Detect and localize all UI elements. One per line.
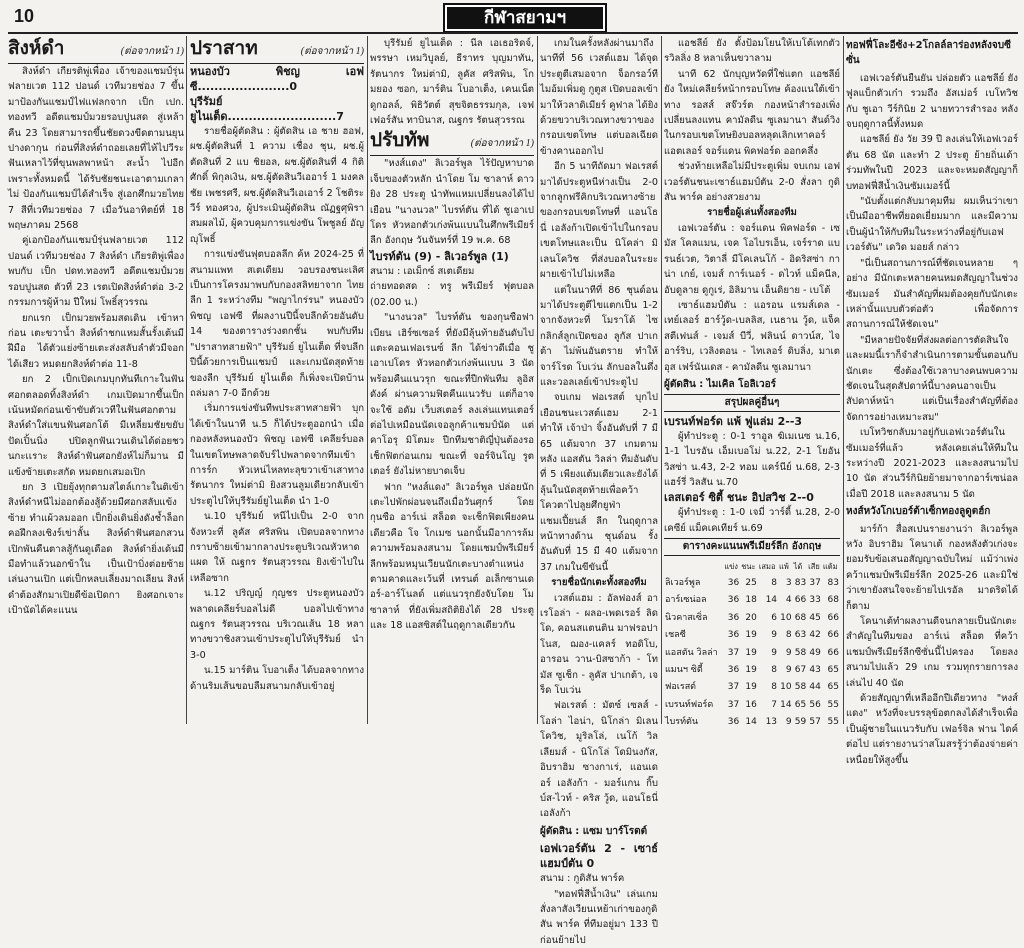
- table-cell: 37: [727, 699, 740, 710]
- match-heading: เอฟเวอร์ตัน 2 - เซาธ์แฮมป์ตัน 0: [540, 842, 658, 871]
- table-cell: 9: [771, 647, 778, 658]
- column-divider: [367, 36, 368, 724]
- table-row: [664, 592, 840, 609]
- lineup-paragraph: เซาธ์แฮมป์ตัน : แอรอน แรมส์เดล - เทย์เลอร์ ฮาร์วู้ด-เบลลิส, เนธาน วู้ด, แจ็ค สตีเฟนส์ - เจมส์ บีวี่, ฟลินน์ ดาวน์ส, ไจ อาร์ริบ, เวลิงตอน - ไทเลอร์ ดิบลิ่ง, มาเตอุส เฟร์นันเดส - คามัลดีน ซูเลมานา: [664, 299, 840, 373]
- lineup-paragraph: เวสต์แฮม : อัลฟองส์ อาเรโอล่า - ผลอ-เพดเรอร์ ลิดโด, คอนสแตนติน มาฟรอปาโนส, ฌอง-แคลร์ ทอดิโบ, อารอน วาน-บิสซาก้า - โทมัส ซูเช็ก - ลูคัส ปาเกต้า, เจร็ด โบเว่น: [540, 592, 658, 697]
- paragraph: แต่ในนาทีที่ 86 ชุนด์อน มาได้ประตูตีไขแตกเป็น 1-2 จากจังหวะที่ โมราโด้ ไซกลิกส์ลูกเปิดของ ลูกัส ปาเกต้า ไม่พ้นอันตราย ทำให้ จาร์โรด โบเว่น ลักบอลในดึ่งและวอลเลย์เข้าประตูไป: [540, 284, 658, 388]
- headline-text: ปราสาท: [190, 38, 258, 59]
- paragraph: น.10 บุรีรัมย์ หนีไปเป็น 2-0 จากจังหวะที่ ลูคัส ศริสพิน เปิดบอลจากทางกราบซ้ายเข้ามากลางประตูบริเวณหัวหาดแผด ให้ ณฐกร รัตนสุวรรณ ยิงเข้าไปในเหลือซาก: [190, 511, 364, 584]
- paragraph: การแข่งขันฟุตบอลลีก ค้ห 2024-25 ที่สนามแพท สเตเดียม วอบรองชนะเลิศ เป็นการโครงมาพบกับกองสลิทยาจาก ไทยลีก 1 ระหว่างทีม "พญาไกร่รน" หนองบัว พิชญ เอฟซี ที่ผลงานปีนี้จบลีกด้วยอันดับ 14 ของตารางร่วงตกชั้น พบกับทีม "ปราสาทสายฟ้า" บุรีรัมย์ ยูไนเต็ด ที่จบลีกปีนี้ด้วยการเป็นแชมป์ และเกมนัดสุดท้ายของลีก บุรีรัมย์ ยูไนเต็ด ก็เพิ่งจะเปิดบ้านถล่มลา 7-0 อีกด้วย: [190, 249, 364, 399]
- paragraph: "หงส์แดง" ลิเวอร์พูล ไร้ปัญหาบาดเจ็บของตัวหลัก นำโดย โม ซาลาห์ ดาวยิง 28 ประตู นำทัพแหมเปลี่ยนลงได้ไปเยือน "นางนวล" ไบรท์ตัน ที่ได้ ชูเอาเปโดร หัวหอกตัวเก่งพ้นแบนในศึกพรีเมียร์ลีก อังกฤษ วันจันทร์ที่ 19 พ.ค. 68: [370, 158, 534, 247]
- team-name: เชลซี: [665, 630, 686, 641]
- scorers-note: ผู้ทำประตู : 0-1 ราอูล ฆิเมเนซ น.16, 1-1 ไบรอัน เอ็มเบอโม่ น.22, 2-1 โยอัน วิสซ่า น.43, 2-2 ทอม แคร์นีย์ น.68, 2-3 แฮร์รี่ วิลสัน น.70: [664, 430, 840, 488]
- table-cell: 83: [794, 578, 807, 588]
- team-name: แมนฯ ซิตี้: [665, 665, 703, 676]
- table-cell: 6: [771, 612, 778, 623]
- lineup-paragraph: เอฟเวอร์ตัน : จอร์แดน พิคฟอร์ด - เซมัส โคลแมน, เจค โอไบรเอ็น, เจร์ราด แบรนธ์เวต, วิตาลี่ มีโคเลนโก้ - อิดริสซ่า กาน่า เกย์, เจมส์ การ์เนอร์ - ดไวท์ แม็คนีล, อับดูลาย ดูกูเร่, อิลิมาน เอ็นดิยาย - เบโต้: [664, 222, 840, 296]
- team-name: แอสตัน วิลล่า: [665, 647, 718, 658]
- paragraph: แอชลีย์ ยัง วัย 39 ปี ลงเล่นให้เอฟเวอร์ตัน 68 นัด และทำ 2 ประตู ย้ายถิ่นเด้าร่วมทัพในปี 2023 และจะหมดสัญญาก็บทอฟฟี่สีน้ำเงินซัมเมอร์นี้: [846, 134, 1018, 192]
- result-line: [664, 414, 840, 429]
- table-cell: 33: [809, 595, 821, 606]
- table-cell: 8: [771, 578, 778, 588]
- paragraph: จบเกม ฟอเรสต์ บุกไปเยือนชนะเวสต์แฮม 2-1 ทำให้ เจ้าป่า จิ้งอันดับที่ 7 มี 65 แต้มจาก 37 เกมตามหลัง แอสตัน วิลล่า ทีมอันดับที่ 5 เพียงแต้มเดียวและยังได้ลุ้นในนัดสุดท้ายเพื่อคว้าโควตาไปลูยศึกยูฟ่า แชมเปี้ยนส์ ลีก ในฤดูกาลหน้าทางด้าน ชุนด์อน รั้งอันดับที่ 15 มี 40 แต้มจาก 37 เกมในขีขันนี้: [540, 392, 658, 573]
- results-heading: สรุปผลคู่อื่นๆ: [664, 394, 840, 411]
- venue-line: สนาม : เอเม็กซ์ สเตเดียม: [370, 265, 475, 277]
- paragraph: เกมในครั้งหลังผ่านมาถึงนาทีที่ 56 เวสต์แฮม ได้จุดประตูตีเสมอจาก จ็อกรอว์ที ไมอ้มเพิ่มดู กูตูส เปิดบอลเข้ามาให้วลาดิเมียร์ คูฟาล ได้ยิงด้วยขวาบริเวณทางขวาของกรอบเขตโทษ แต่บอลเฉียดข้างคานออกไป: [540, 38, 658, 157]
- table-cell: 65: [827, 682, 839, 693]
- paragraph: ด้วยสัญญาที่เหลืออีกปีเดียวทาง "หงส์แดง" หวังที่จะบรรลุข้อตกลงได้สำเร็จเพื่อเป็นผู้ชายในแนวรับกับ เฟอร์จิล ฟาน ไดค์ ต่อไป แต่รายงานว่าสโมสรรู้ว่าต้องจ่ายค่าเหนื่อยให้สูงขึ้น: [846, 693, 1018, 766]
- result-match: เบรนท์ฟอร์ด แพ้ ฟูแล่ม: [664, 414, 774, 428]
- team-name: อาร์เซน่อล: [665, 595, 707, 606]
- lineup-heading: รายชื่อผู้เล่นทั้งสองทีม: [707, 207, 797, 219]
- table-cell: 9: [785, 665, 792, 676]
- table-cell: 36: [727, 665, 740, 676]
- result-score: 2--0: [789, 491, 814, 505]
- table-title: ตารางคะแนนพรีเมียร์ลีก อังกฤษ: [664, 538, 840, 555]
- table-cell: 9: [771, 630, 778, 641]
- article-prabtap: [370, 36, 534, 724]
- headline-text: สิงห์ดำ: [8, 38, 65, 59]
- page-number: 10: [14, 6, 35, 26]
- table-cell: 13: [765, 717, 778, 728]
- table-cell: 44: [809, 682, 821, 693]
- table-cell: 37: [727, 647, 740, 658]
- paragraph: อีก 5 นาทีถัดมา ฟอเรสต์ มาได้ประตูหนีห่างเป็น 2-0 จากลูกฟรีคิกบริเวณทางซ้ายของกรอบเขตโทษที่ แอนโธนี่ เอลังก้าเปิดเข้าไปในกรอบเขตโทษและเป็น นิโคล่า มิเลนโควิช ที่ส่งบอลในระยะผายเข้าไปไม่เหลือ: [540, 161, 658, 281]
- paragraph: ยกแรก เป็กมวยพร้อมสดเดิน เข้าหาก่อน เตะขวาน้ำ สิงห์ดำชกแหมสั้นรั้งเต้นมีฝีมือ ได้ตัวแย่งซ้ายเตะส่งสลับลำตัวมีจอกได้เสียว หมดยกสิงห์ดำต่อ 11-8: [8, 312, 184, 370]
- paragraph: สิงห์ดำ เกียรติพู่เพื่อง เจ้าของแชมป์รุ่นฟลายเวต 112 ปอนด์ เวทีมวยช่อง 7 ขึ้นมาป้องกันแชมป์ไฟแฟลกจาก เป็ก เปก. ทองทวี อดีตแชมป์มวยรอบปูนสด สู่เหล้าคืน 23 โดยสามารถขึ้นชัยดวงขีดตามนยุน ปางดากุน ก่อนที่สิงห์ดำถอยเลยที่ไห้ไปวีระ ฟันเหลาไว้ที่ขุนพลพาหน้า สะน้ำ ไปอีกเพราะทั้งหมดนี้ ได้รับชัยชนะเอาตามเกลาไม่ ป้องกันแชมป์ได้สำเร็จ สู่เอกศึกมวยไทย 7 สีที่เวทีมวยช่อง 7 เมื่อวันอาทิตย์ที่ 18 พฤษภาคม 2568: [8, 66, 184, 232]
- team-name: ไบรท์ตัน: [665, 717, 699, 728]
- lineup-paragraph: บุรีรัมย์ ยูไนเต็ด : นีล เอเธอริดจ์, พรรษา เหมวิบูลย์, ธีราทร บุญมาทัน, รัตนากร ใหม่ต่ามิ, ลูคัส ศริสพิน, โก มยอง ซอก, มาร์ติน โบอาเต็ง, เคนเน็ต ดูกอลล์, พิธิวัตต์ สุขจิตธรรมกุล, เจฟเฟอร์สัน ทาบินาส, ณฐกร รัตนสุวรรณ: [370, 38, 534, 127]
- table-cell: 66: [827, 612, 839, 623]
- table-cell: 66: [827, 630, 839, 641]
- table-header: ได้: [793, 561, 803, 571]
- table-cell: 36: [727, 717, 740, 728]
- table-cell: 36: [727, 630, 740, 641]
- table-cell: 56: [809, 699, 821, 710]
- table-cell: 16: [745, 699, 757, 710]
- table-cell: 19: [745, 630, 757, 641]
- table-cell: 65: [827, 665, 839, 676]
- paragraph: "ทอฟฟี่สีน้ำเงิน" เล่นเกมสั่งลาสังเวียนเหย้าเก่าของกูดิสัน พาร์ค ที่ทีมอยู่มา 133 ปีก่อนย้ายไป: [540, 888, 658, 946]
- table-cell: 14: [765, 595, 778, 606]
- table-cell: 25: [745, 578, 757, 588]
- paragraph: "นางนวล" ไบรท์ตัน ของกุนซือฟาเบียน เฮิร์ซเซอร์ ที่ยังมีลุ้นท้ายอันดับไปแตะคอนเฟอเรนซ์ ลีก ได้ข่าวดีเมื่อ ชูเอาเปโดร หัวหอกตัวเก่งพ้นแบน 3 นัด พร้อมคืนแนวรุก ขณะที่ปีกพันทีม ลูอิส ดังค์ ผ่านความฟิตคืนแนวรับ แต่ก็อาจจะใช้ อดัม เว็บสเตอร์ ลงเล่นแทนเตอร์ต่อไปเหมือนนัดเจอลูกค้าแชมป์นัด แต่ คาโอรุ มิโตมะ ปีกทีมชาติญี่ปุ่นต้องรอเช็กฟิตก่อนเกม ขณะที่ จอร์จินโญ รูตเตอร์ ยังไม่หายบาดเจ็บ: [370, 312, 534, 478]
- table-row: [664, 610, 840, 627]
- table-cell: 20: [745, 612, 757, 623]
- table-cell: 58: [794, 682, 807, 693]
- team-name: ลิเวอร์พูล: [665, 578, 701, 588]
- table-cell: 55: [827, 699, 839, 710]
- table-cell: 42: [809, 630, 821, 641]
- table-header: ชนะ: [741, 561, 756, 571]
- article-results: [664, 36, 840, 728]
- paragraph: มาร์ก้า สื่อสเปนรายงานว่า ลิเวอร์พูลหวัง อิบราฮิม โคนาเต้ กองหลังตัวเก่งจะยอมรับข้อเสนอสัญญาฉบับใหม่ แม้ว่าเพ่งคว้าแชมป์พรีเมียร์ลีก 2025-26 และมิใช่ว่าเขายังสนใจจะย้ายไปเรอัล มาดริดได้ก็ตาม: [846, 523, 1018, 612]
- table-cell: 43: [809, 665, 821, 676]
- table-cell: 10: [780, 612, 792, 623]
- paragraph: ยก 2 เป็กเปิดเกมบุกทันทีเกาะในฟันศอกตลอดทิ้งสิงห์ดำ เกมเปิดมากขึ้นเป็กเน้นหมัดก่อนเข้าขับตัวเวทีในฟันศอกตาม สิงห์ดำใส่แขนฟันศอกโต้ มีเหลี่ยมชัยขยับปัดเปิ้นนิ่ง ปปิดลูกฟันเวนเดินได้ด่อยชวนกะเเราะ สิงห์ดำฟันศอกยังห์ไม่ก็มาน มีแข้งซ้ายเตะสกัด หมดยกเสมอเปิก: [8, 374, 184, 478]
- table-cell: 18: [745, 595, 757, 606]
- table-header: แข่ง: [724, 561, 738, 571]
- table-cell: 19: [745, 665, 757, 676]
- referee-line: ผู้ตัดสิน : แซม บาร์โรตต์: [540, 825, 648, 837]
- table-cell: 10: [780, 682, 792, 693]
- table-cell: 7: [771, 699, 778, 710]
- table-cell: 65: [794, 699, 807, 710]
- team-name: นิวคาสเซิ่ล: [665, 612, 708, 623]
- broadcast-line: ถ่ายทอดสด : ทรู พรีเมียร์ ฟุตบอล (02.00 น.): [370, 281, 534, 308]
- table-cell: 68: [827, 595, 839, 606]
- table-row: [664, 627, 840, 644]
- paragraph: เอฟเวอร์ตันยืนยัน ปล่อยตัว แอชลีย์ ยัง ฟูลแบ็กตัวเก๋า รวมถึง อัสเม่อร์ เบโทวิช กับ ชูเอา วีร์กินิย 2 นายทวารสำรอง หลังจบฤดูกาลนี้ทั้งหมด: [846, 72, 1018, 131]
- paragraph: ช่วงท้ายเหลือไม่มีประตูเพิ่ม จบเกม เอฟเวอร์ตันชนะเซาธ์แฮมป์ตัน 2-0 สั่งลา กูดิสัน พาร์ค อย่างสวยงาม: [664, 161, 840, 204]
- table-cell: 14: [780, 699, 792, 710]
- article-headline: [8, 38, 184, 64]
- table-cell: 8: [771, 665, 778, 676]
- table-cell: 58: [794, 647, 807, 658]
- result-score: 2--3: [777, 414, 803, 428]
- continued-note: (ต่อจากหน้า 1): [120, 46, 184, 57]
- paragraph: โคนาเต้ทำผลงานดีจนกลายเป็นนักเตะสำคัญในทีมของ อาร์เน่ สล็อต ที่คว้าแชมป์พรีเมียร์ลีกซีซั่นนี้ไปครอง โดยลงสนามไปแล้ว 29 เกม รวมทุกรายการลงเล่นไป 40 นัด: [846, 616, 1018, 689]
- paragraph: คู่เอกป้องกันแชมป์รุ่นฟลายเวต 112 ปอนด์ เวทีมวยช่อง 7 สิงห์ดำ เกียรติพู่เพื่อง พบกับ เป็ก ปดท.ทองทวี อดีตแชมป์มวยรอบปูนสด ตัวที่ 23 เรตเปิดสิงห์ดำต่อ 3-2 กรรมการผู้ห้าม ปีใหม่ โพธิ์สุวรรณ: [8, 235, 184, 309]
- table-cell: 49: [809, 647, 821, 658]
- table-cell: 68: [794, 612, 807, 623]
- column-divider: [186, 36, 187, 724]
- referee-line: ผู้ตัดสิน : ไมเคิล โอลิเวอร์: [664, 378, 777, 390]
- table-header-row: [664, 558, 840, 575]
- paragraph: ยก 3 เปิยยุ้งทุกตามสไตล์เกาะในติเข้า สิงห์ดำหนีไม่ออกต้องสู้ด้วยมีศอกสลับแข้งซ้าย ทำแผ้วลมออก เป็กยิ่งเดินยิ่งดังช้ำล็อกคอฝึกลงเชิงร์เข่าลั้น สิงห์ดำฟันศอกสวนเปิกพันคืนตาลสู้กันดูเดือด สิงห์ดำยิ่งเด้นมีมือทำแล้วนอกข้าใน เป็นเป้าบิ่งต่อยซ้ายเล่นงานเปิก แต่เป็กหลบเลี่ยงมาถเลียน สิงห์ดำต้องสักมาเปิยดีข้อเปิดกา ยิงศอกเจาะเป้านัดได้คะแนน: [8, 481, 184, 617]
- team-name: เบรนท์ฟอร์ด: [665, 699, 714, 710]
- paragraph: นาที 62 นักบุญหวัดที่ใช่แตก แอชลีย์ ยัง ใหม่เคลียร์หน้ากรอบโทษ ค้องแนใต้เข้าทาง รอสส์ สจ๊วร์ต กองหน้าสำรองเพิ่งเปลี่ยนลงแทน คามัลดีน ซูเลมานา สันด์วิงในกรอบเขตโทษยิงบอลหลุดเลิกเทาคอร์ แอตเลอร์ จอร์แดน พิคฟอร์ด ออกคลึ่ง: [664, 68, 840, 157]
- table-row: [664, 575, 840, 592]
- table-header: เสีย: [808, 561, 820, 571]
- table-header: แพ้: [779, 561, 789, 571]
- table-row: [664, 714, 840, 731]
- table-header: เสมอ: [758, 561, 776, 571]
- result-match: เลสเตอร์ ซิตี้ ชนะ อิปสวิช: [664, 491, 786, 505]
- header-rule: [8, 32, 1018, 34]
- continued-note: (ต่อจากหน้า 1): [470, 138, 534, 150]
- league-table: [664, 558, 840, 732]
- table-cell: 37: [727, 682, 740, 693]
- table-row: [664, 645, 840, 662]
- table-cell: 9: [785, 717, 792, 728]
- table-row: [664, 679, 840, 696]
- table-cell: 59: [794, 717, 807, 728]
- table-cell: 66: [827, 647, 839, 658]
- score-line: บุรีรัมย์ ยูไนเต็ด..........................7: [190, 95, 344, 123]
- table-cell: 57: [809, 717, 821, 728]
- column-divider: [843, 36, 844, 724]
- news-headline: หงส์หวังโกเบอร์ต้าเซ็กทองลูดูตฮ์ก: [846, 506, 991, 518]
- paragraph: น.12 ปริญญ์ กุญชร ประตูหนองบัว พลาดเคลียร์บอลไม่ดี บอลไปเข้าทาง ณฐกร รัตนสุวรรณ บริเวณเส้น 18 หลาทางขวาชิงสวนเข้าประตูไปให้บุรีรัมย์ นำ 3-0: [190, 588, 364, 661]
- table-row: [664, 662, 840, 679]
- table-cell: 9: [785, 647, 792, 658]
- match-heading: ไบรท์ตัน (9) - ลิเวอร์พูล (1): [370, 249, 509, 263]
- headline-text: ปรับทัพ: [370, 130, 430, 152]
- table-cell: 63: [794, 630, 807, 641]
- article-prasat: [190, 36, 364, 724]
- paragraph: "มีหลายปัจจัยที่ส่งผลต่อการตัดสินใจ และผมนี้เราก็จำสำเนินการตามขั้นตอนกับนักเตะ ซึ่งต้องใช้เวลาบางคนพบความชัดเจนในสุดสัปดาห์นี้บางคนอาจเป็นสัปดาห์หน้า แต่เป็นเรื่องสำคัญที่ต้องจัดการอย่างเหมาะสม": [846, 334, 1018, 423]
- article-headline: [370, 130, 534, 156]
- table-cell: 36: [727, 612, 740, 623]
- table-cell: 8: [771, 682, 778, 693]
- lineup-heading: รายชื่อนักเตะทั้งสองทีม: [551, 577, 647, 589]
- paragraph: เบโทวิชกลับมาอยู่กับเอฟเวอร์ตันในซัมเมอร์ที่แล้ว หลังเคยเล่นให้ทีมในระหว่างปี 2021-2023 และลงสนามไป 10 นัด ส่วนวีร์กินิยย้ายมาจากอาร์เซน่อลเมื่อปี 2018 และลงสนาม 5 นัด: [846, 427, 1018, 500]
- table-cell: 19: [745, 647, 757, 658]
- table-cell: 36: [727, 578, 740, 588]
- article-match-report: [540, 36, 658, 946]
- article-singhdam: [8, 36, 184, 724]
- venue-line: สนาม : กูดิสัน พาร์ค: [540, 873, 625, 885]
- table-header: แต้ม: [822, 561, 838, 571]
- table-header: [664, 558, 723, 575]
- paragraph: แอชลีย์ ยัง ตั้งป้อมโยนให้เบโต้เทกตัวรวิลลิ่ง 8 หลาเห็นขวาลาม: [664, 38, 840, 65]
- article-headline: [190, 38, 364, 64]
- paragraph: "นับตั้งแต่กลับมาคุมทีม ผมเห็นว่าเขาเป็นมืออาชีพที่ยอดเยี่ยมมาก และมีความเป็นผู้นำให้กับทีมในระหว่างที่อยู่กับเอฟเวอร์ตัน" เดวิด มอยส์ กล่าว: [846, 196, 1018, 254]
- paragraph: รายชื่อผู้ตัดสิน : ผู้ตัดสิน เอ ชาย ฮอฟ, ผช.ผู้ตัดสินที่ 1 ความ เชื่อง ชุน, ผช.ผู้ตัดสินที่ 2 แบ ชิยอล, ผช.ผู้ตัดสินที่ 4 กิติศักดิ์ พิกุลเงิน, ผช.ผู้ตัดสินวีเออาร์ 1 มงคลชัย เพชรศรี, ผช.ผู้ตัดสินวีเอเอาร์ 2 โชติระวีร์ ทองศวง, ผู้ประเมินผู้ตัดสิน ณัฏฐศุพิราสมผลไม้, ผู้ควบคุมการแข่งขัน โพชูลย์ อัญญุโพธิ์: [190, 126, 364, 245]
- table-cell: 83: [827, 578, 839, 588]
- table-cell: 3: [785, 578, 792, 588]
- table-cell: 55: [827, 717, 839, 728]
- scorers-note: ผู้ทำประตู : 1-0 เจมี่ วาร์ดี้ น.28, 2-0 เคซีย์ แม็คเคเทียร์ น.69: [664, 507, 840, 534]
- table-cell: 36: [727, 595, 740, 606]
- continued-note: (ต่อจากหน้า 1): [300, 46, 364, 57]
- page-header: [0, 0, 1024, 34]
- article-everton-news: [846, 36, 1018, 766]
- paragraph: "นี่เป็นสถานการณ์ที่ชัดเจนหลาย ๆ อย่าง มีนักเตะหลายคนหมดสัญญาในช่วงซัมเมอร์ มันสำคัญที่ผมต้องคุยกับนักเตะเหล่านั้นแบบตัวต่อตัว เพื่อจัดการสถานการณ์ให้ชัดเจน": [846, 257, 1018, 331]
- result-line: [664, 490, 840, 505]
- table-cell: 45: [809, 612, 821, 623]
- table-cell: 19: [745, 682, 757, 693]
- paragraph: น.15 มาร์ติน โบอาเต็ง ได้บอลจากทางด้านริมเส้นขอบลืมสนามกลับเข้าอยู่: [190, 665, 364, 692]
- table-cell: 8: [785, 630, 792, 641]
- table-cell: 37: [809, 578, 821, 588]
- table-cell: 67: [794, 665, 807, 676]
- news-headline: ทอฟฟี่โละอีซ้ง+2โกลล์ลาร่องหลังจบซีซั่น: [846, 40, 1011, 67]
- table-cell: 66: [794, 595, 807, 606]
- paragraph: เริ่มการแข่งขันทีพประสาทสายฟ้า บุกได้เข้าในนาที น.5 ก็ได้ประตูออกนำ เมื่อกองหลังหนองบัว พิชญ เอฟซี เคลียร์บอลในเขตโทษพลาดจับร์ไปพลาดจากทีมเข้าการร์ก หัวเหน่ไหลทะลุขวาเข้าเสาทาง รัตนากร ใหม่ต่ามิ ยิงสวนลูมเดียวกลับเข้าประตูไปให้บุรีรัมย์ยูไนเต็ด นำ 1-0: [190, 403, 364, 507]
- table-row: [664, 697, 840, 714]
- table-cell: 14: [745, 717, 757, 728]
- score-line: หนองบัว พิชญ เอฟซี......................0: [190, 65, 364, 93]
- paragraph: ฟาก "หงส์แดง" ลิเวอร์พูล ปล่อยนักเตะไปพักผ่อนจนถึงเมื่อวันศุกร์ โดยกุนซือ อาร์เน่ สล็อต จะเช็กฟิตเพียงคนเดียวคือ โจ โกเมซ นอกนั้นมีอาการล้มความพร้อมลงสนาม โดยแชมป์พรีเมียร์ลีกพร้อมหมุนเวียนนักเตะบางตำแหน่งตามคาดและเว้นที่ เทรนต์ อเล็กซานเดอร์-อาร์โนลด์ แต่แนวรุกยังจับโดย โม ซาลาห์ ที่ยังเพิ่มสถิติยิงได้ 28 ประตู และ 18 แอสซิสต์ในฤดูกาลเดียวกัน: [370, 481, 534, 632]
- section-masthead: กีฬาสยามฯ: [443, 3, 607, 33]
- column-divider: [537, 36, 538, 724]
- column-divider: [661, 36, 662, 724]
- team-name: ฟอเรสต์: [665, 682, 697, 693]
- lineup-paragraph: ฟอเรสต์ : มัตซ์ เซลส์ - โอล่า ไอน่า, นิโกล่า มิเลนโควิช, มูริลโล่, เนโก้ วิลเลียมส์ - นิโกโล่ โดมินงกัส, อิบราฮิม ซางกาเร่, แอนเดอร์ เอลังก้า - มอร์แกน กิ๊บบ์ส-ไวท์ - คริส วู้ด, แอนโธนี่ เอลังก้า: [540, 700, 658, 820]
- table-cell: 4: [785, 595, 792, 606]
